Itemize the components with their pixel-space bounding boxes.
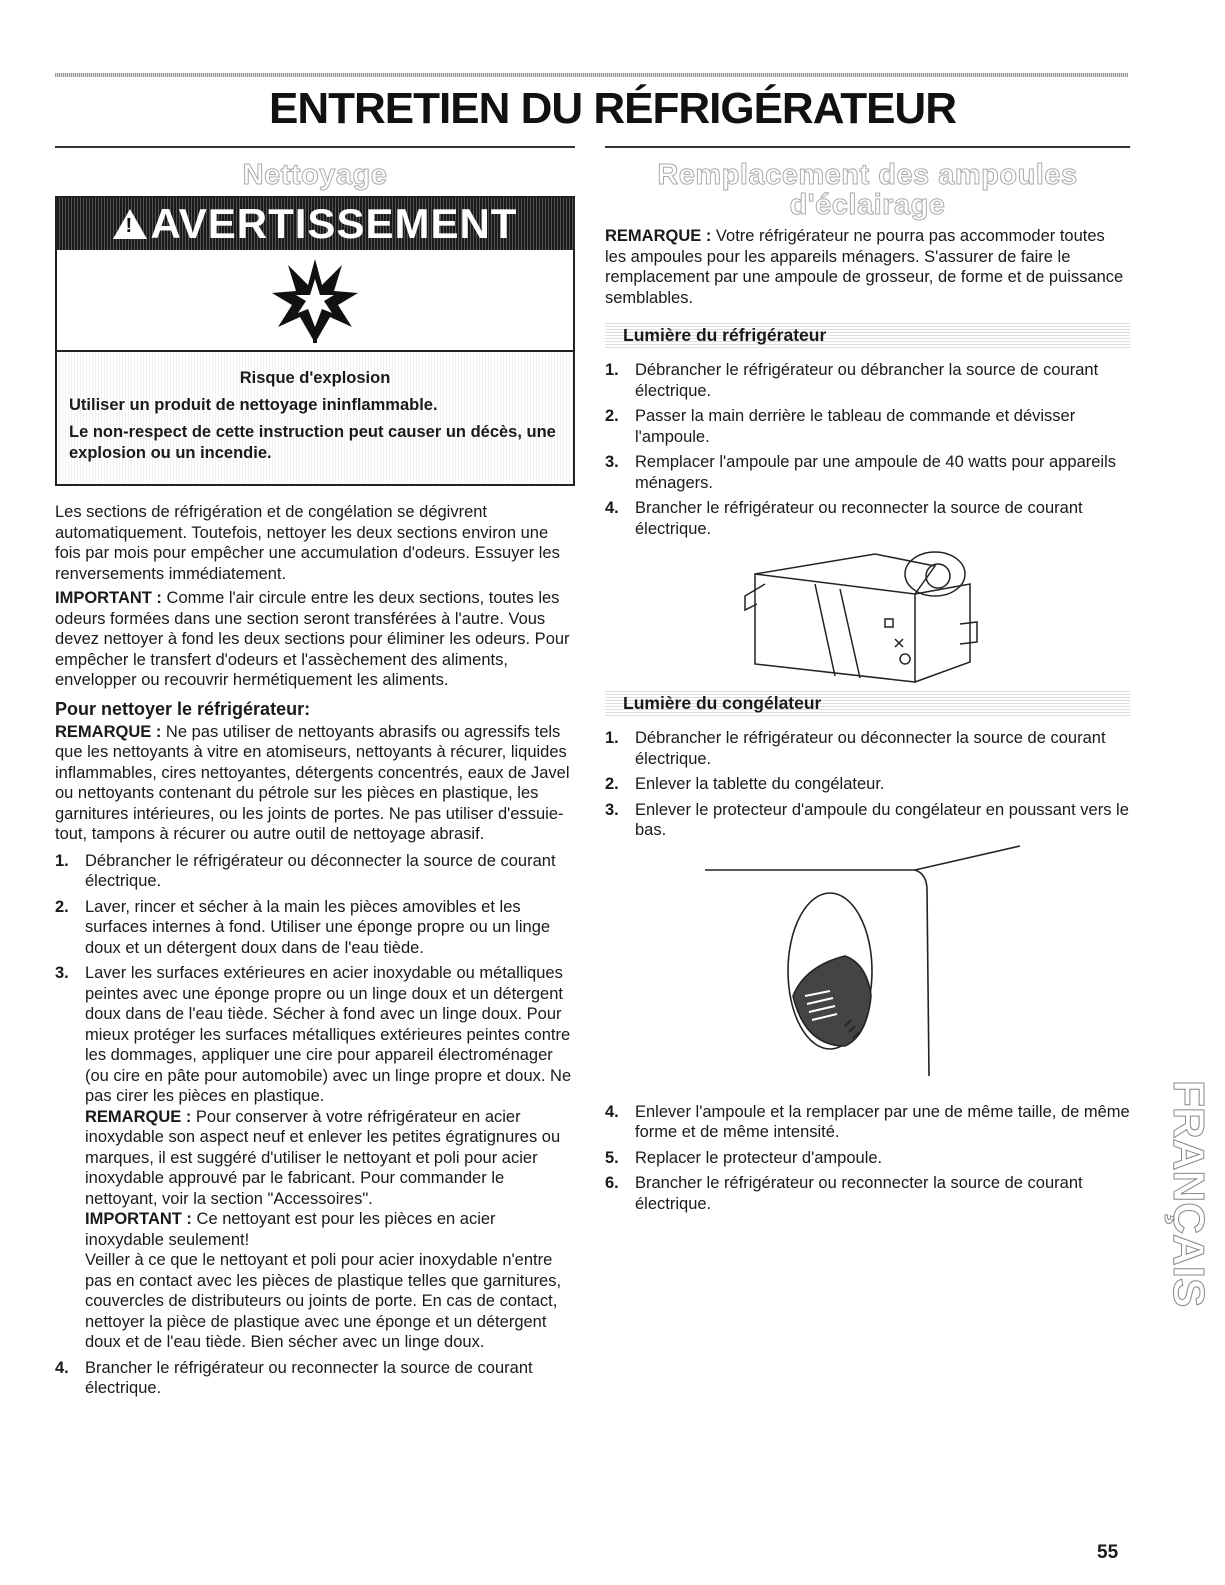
warning-header <box>57 198 573 250</box>
explosion-icon <box>270 257 360 343</box>
right-column-rule <box>605 146 1130 148</box>
list-item <box>55 963 575 1353</box>
step3-extra: Veiller à ce que le nettoyant et poli pour acier inoxydable n'entre pas en contact avec les pièces de plastique telles que garnitures, couvercles de distributeurs ou joints de porte. En cas de contact, nettoyer la pièce de plastique avec une éponge et un détergent doux et de l'eau tiède. Bien sécher avec un linge doux. <box>85 1251 562 1351</box>
warning-symbol-area <box>57 250 573 352</box>
step-text: Passer la main derrière le tableau de commande et dévisser l'ampoule. <box>635 407 1076 446</box>
list-item <box>605 360 1130 401</box>
list-item <box>605 1173 1130 1214</box>
remarque-paragraph <box>55 722 575 845</box>
list-item <box>55 851 575 892</box>
fridge-light-heading: Lumière du réfrigérateur <box>605 322 1130 348</box>
step-text: Laver les surfaces extérieures en acier inoxydable ou métalliques peintes avec une éponge propre ou un linge doux et un détergent doux dans de l'eau tiède. Sécher à fond avec un linge doux. Pour mieux protéger les surfaces métalliques extérieures peintes contre les dommages, appliquer une cire pour appareil électroménager (ou cire en pâte pour automobile) avec un linge propre et doux. Ne pas cirer les pièces en plastique. <box>85 964 572 1105</box>
top-rule <box>55 73 1128 77</box>
left-column <box>55 150 575 1404</box>
important-text: Comme l'air circule entre les deux sections, toutes les odeurs formées dans une section seront transférées à l'autre. Vous devez nettoyer à fond les deux sections pour éliminer les odeurs. Pour empêcher le transfert d'odeurs et l'assèchement des aliments, envelopper ou recouvrir hermétiquement les aliments. <box>55 589 570 689</box>
step3-important-label: IMPORTANT : <box>85 1210 192 1228</box>
section-title-bulbs: Remplacement des ampoules d'éclairage <box>657 159 1078 221</box>
list-item <box>605 452 1130 493</box>
language-side-tab <box>1140 1080 1213 1340</box>
warning-text <box>57 352 573 484</box>
step-number: 1. <box>605 361 619 379</box>
step-text: Débrancher le réfrigérateur ou déconnecter la source de courant électrique. <box>85 851 556 890</box>
step-number: 2. <box>605 407 619 425</box>
list-item <box>605 800 1130 841</box>
step-number: 3. <box>605 453 619 471</box>
list-item <box>605 774 1130 795</box>
list-item <box>605 1102 1130 1143</box>
step-text: Laver, rincer et sécher à la main les pièces amovibles et les surfaces internes à fond. Utiliser une éponge propre ou un linge doux et un détergent doux dans de l'eau tiède. <box>85 897 551 957</box>
step-number: 3. <box>605 800 619 819</box>
intro-paragraph: Les sections de réfrigération et de congélation se dégivrent automatiquement. Toutefois, nettoyer les deux sections environ une fois par mois pour empêcher une accumulation d'odeurs. Essuyer les renversements immédiatement. <box>55 503 560 583</box>
warning-label: AVERTISSEMENT <box>150 200 518 247</box>
remarque-text: Ne pas utiliser de nettoyants abrasifs ou agressifs tels que les nettoyants à vitre en atomiseurs, nettoyants à récurer, liquides inflammables, cires nettoyantes, détergents concentrés, eaux de Javel ou nettoyants contenant du pétrole sur les pièces en plastique, les garnitures intérieures, ou les joints de portes. Ne pas utiliser d'essuie-tout, tampons à récurer ou autre outil de nettoyage abrasif. <box>55 722 570 843</box>
step-text: Enlever le protecteur d'ampoule du congélateur en poussant vers le bas. <box>635 800 1129 839</box>
warning-line-1: Utiliser un produit de nettoyage ininflammable. <box>69 396 438 414</box>
bulbs-remarque-text: Votre réfrigérateur ne pourra pas accommoder toutes les ampoules pour les appareils ménagers. S'assurer de faire le remplacement par une ampoule de grosseur, de forme et de puissance semblables. <box>605 227 1124 307</box>
fridge-light-steps <box>605 360 1130 539</box>
step-text: Brancher le réfrigérateur ou reconnecter la source de courant électrique. <box>85 1358 533 1397</box>
step-number: 5. <box>605 1148 619 1167</box>
step-text: Brancher le réfrigérateur ou reconnecter la source de courant électrique. <box>635 499 1083 538</box>
section-title-cleaning: Nettoyage <box>242 159 388 191</box>
freezer-light-steps-b <box>605 1102 1130 1215</box>
list-item <box>55 1358 575 1399</box>
step3-important-text: Ce nettoyant est pour les pièces en acier inoxydable seulement! <box>85 1210 496 1249</box>
step-number: 4. <box>55 1358 69 1377</box>
bulb-cover-illustration <box>605 846 1130 1096</box>
page-number: 55 <box>1097 1542 1119 1563</box>
step3-important <box>85 1209 575 1250</box>
step-text: Brancher le réfrigérateur ou reconnecter la source de courant électrique. <box>635 1174 1083 1213</box>
bulbs-remarque <box>605 226 1130 308</box>
page-title: ENTRETIEN DU RÉFRIGÉRATEUR <box>269 84 956 133</box>
freezer-light-heading: Lumière du congélateur <box>605 690 1130 716</box>
warning-heading: Risque d'explosion <box>239 369 391 387</box>
control-panel-illustration <box>605 544 1130 684</box>
right-column <box>605 150 1130 1219</box>
list-item <box>55 897 575 959</box>
step-number: 2. <box>55 897 69 916</box>
step-number: 3. <box>55 964 69 982</box>
step-number: 4. <box>605 499 619 517</box>
list-item <box>605 1148 1130 1169</box>
step3-remarque-label: REMARQUE : <box>85 1107 192 1126</box>
step-text: Enlever l'ampoule et la remplacer par une de même taille, de même forme et de même intensité. <box>635 1102 1130 1141</box>
list-item <box>605 406 1130 447</box>
step-number: 1. <box>605 729 619 747</box>
warning-triangle-icon: ! <box>113 209 147 239</box>
remarque-label: REMARQUE : <box>55 722 162 741</box>
step3-remarque-text: Pour conserver à votre réfrigérateur en acier inoxydable son aspect neuf et enlever les petites égratignures ou marques, il est suggéré d'utiliser le nettoyant et poli pour acier inoxydable approuvé par le fabricant. Pour commander le nettoyant, voir la section "Accessoires". <box>85 1107 561 1208</box>
step-number: 2. <box>605 775 619 793</box>
warning-box <box>55 196 575 486</box>
step-text: Enlever la tablette du congélateur. <box>635 775 885 793</box>
left-column-rule <box>55 146 575 148</box>
freezer-light-steps-a <box>605 728 1130 841</box>
step-number: 4. <box>605 1102 619 1121</box>
cleaning-heading: Pour nettoyer le réfrigérateur: <box>55 698 311 719</box>
step-text: Replacer le protecteur d'ampoule. <box>635 1148 883 1167</box>
step-number: 1. <box>55 851 69 870</box>
list-item <box>605 498 1130 539</box>
step3-remarque <box>85 1107 575 1210</box>
important-label: IMPORTANT : <box>55 589 162 607</box>
step-text: Débrancher le réfrigérateur ou déconnecter la source de courant électrique. <box>635 729 1106 768</box>
bulbs-remarque-label: REMARQUE : <box>605 227 712 245</box>
list-item <box>605 728 1130 769</box>
step-text: Débrancher le réfrigérateur ou débrancher la source de courant électrique. <box>635 361 1099 400</box>
side-tab-text: FRANÇAIS <box>1164 1080 1213 1308</box>
step-text: Remplacer l'ampoule par une ampoule de 40 watts pour appareils ménagers. <box>635 453 1117 492</box>
warning-line-2: Le non-respect de cette instruction peut causer un décès, une explosion ou un incendie. <box>69 423 556 462</box>
cleaning-steps <box>55 851 575 1399</box>
step-number: 6. <box>605 1174 619 1192</box>
important-paragraph <box>55 588 575 691</box>
